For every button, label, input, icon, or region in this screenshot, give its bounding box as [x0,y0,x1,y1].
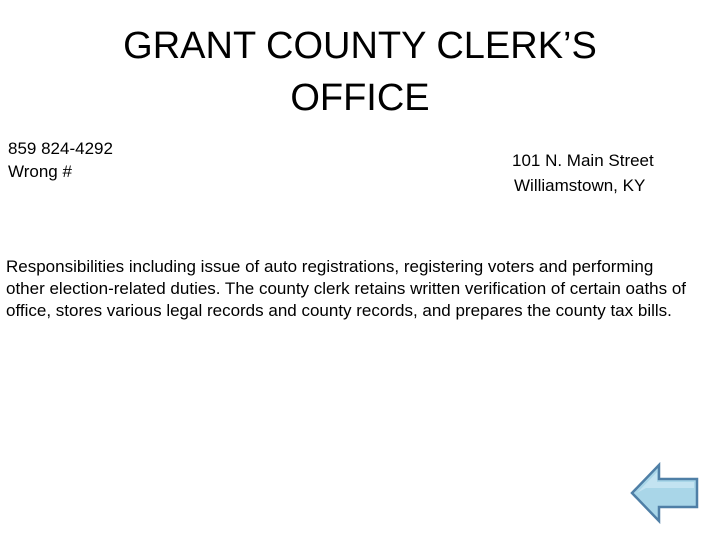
phone-number: 859 824-4292 [8,139,113,158]
address-city: Williamstown, KY [514,176,646,195]
address-info [512,148,654,198]
description-text: Responsibilities including issue of auto registrations, registering voters and performing other election-related duties. The county clerk retains written verification of certain oaths of office, stores various legal records and county records, and prepares the county tax bills. [6,257,687,320]
phone-note: Wrong # [8,162,72,181]
page-title [60,20,660,124]
address-street: 101 N. Main Street [512,151,654,170]
title-line-2: OFFICE [290,77,430,119]
back-button[interactable] [630,462,700,524]
phone-info [8,137,113,183]
left-arrow-icon [630,462,700,524]
title-line-1: GRANT COUNTY CLERK’S [123,25,597,67]
